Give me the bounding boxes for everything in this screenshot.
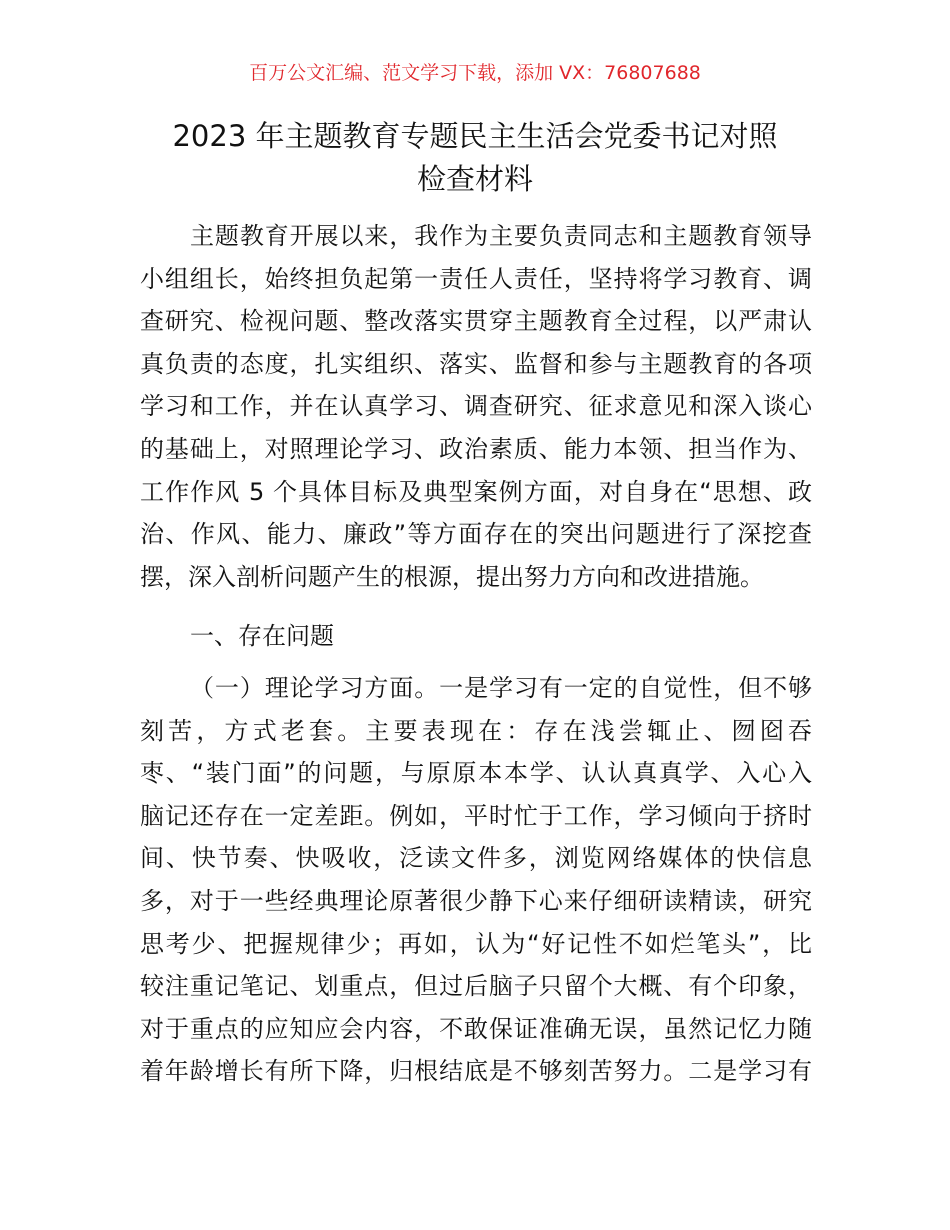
intro-paragraph — [140, 215, 812, 598]
paragraph-line: 思考少、把握规律少；再如，认为“好记性不如烂笔头”，比 — [140, 929, 812, 958]
paragraph-line: 主题教育开展以来，我作为主要负责同志和主题教育领导 — [190, 222, 812, 250]
paragraph-line: 间、快节奏、快吸收，泛读文件多，浏览网络媒体的快信息 — [140, 844, 812, 873]
section-heading — [140, 615, 812, 658]
watermark-header: 百万公文汇编、范文学习下载，添加 VX：76807688 — [249, 62, 701, 84]
paragraph-line: 对于重点的应知应会内容，不敢保证准确无误，虽然记忆力随 — [140, 1014, 812, 1043]
title-line-1: 2023 年主题教育专题民主生活会党委书记对照 — [172, 119, 778, 153]
paragraph-line: 小组组长，始终担负起第一责任人责任，坚持将学习教育、调 — [140, 264, 812, 293]
paragraph-line: 较注重记笔记、划重点，但过后脑子只留个大概、有个印象， — [140, 972, 812, 1001]
paragraph-line: 工作作风 5 个具体目标及典型案例方面，对自身在“思想、政 — [140, 477, 812, 506]
paragraph-line: 的基础上，对照理论学习、政治素质、能力本领、担当作为、 — [140, 434, 812, 463]
paragraph-line: 多，对于一些经典理论原著很少静下心来仔细研读精读，研究 — [140, 886, 812, 915]
paragraph-line: 查研究、检视问题、整改落实贯穿主题教育全过程，以严肃认 — [140, 307, 812, 336]
paragraph-line: 真负责的态度，扎实组织、落实、监督和参与主题教育的各项 — [140, 349, 812, 378]
paragraph-line: 学习和工作，并在认真学习、调查研究、征求意见和深入谈心 — [140, 392, 812, 421]
theory-study-paragraph — [140, 667, 812, 1093]
paragraph-line: （一）理论学习方面。一是学习有一定的自觉性，但不够 — [190, 674, 812, 702]
document-title — [110, 115, 840, 201]
paragraph-line: 枣、“装门面”的问题，与原原本本学、认认真真学、入心入 — [140, 759, 812, 788]
heading-text: 一、存在问题 — [190, 622, 334, 650]
paragraph-line: 着年龄增长有所下降，归根结底是不够刻苦努力。二是学习有 — [140, 1057, 812, 1086]
paragraph-line: 刻苦，方式老套。主要表现在：存在浅尝辄止、囫囵吞 — [140, 716, 812, 745]
paragraph-line: 摆，深入剖析问题产生的根源，提出努力方向和改进措施。 — [140, 562, 764, 591]
paragraph-line: 脑记还存在一定差距。例如，平时忙于工作，学习倾向于挤时 — [140, 801, 812, 830]
title-line-2: 检查材料 — [416, 162, 533, 196]
paragraph-line: 治、作风、能力、廉政”等方面存在的突出问题进行了深挖查 — [140, 520, 812, 549]
